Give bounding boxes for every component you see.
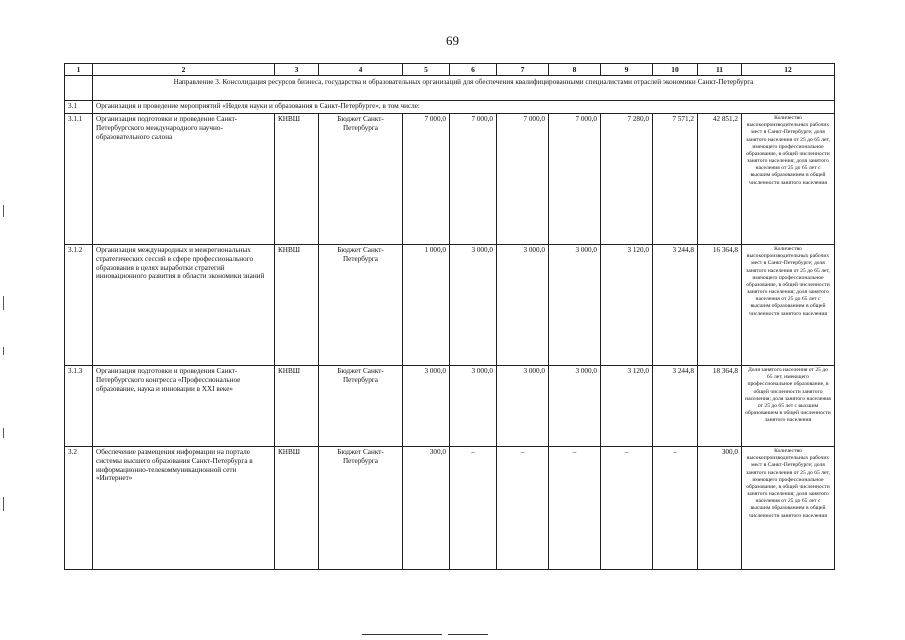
value-cell: – <box>497 447 549 570</box>
value-cell: 1 000,0 <box>403 245 450 366</box>
measure-name: Организация подготовки и проведение Санкт-Петербургского международного научно-образовательного салона <box>93 114 275 245</box>
total-cell: 42 851,2 <box>698 114 742 245</box>
value-cell: 3 120,0 <box>601 366 653 447</box>
row-code: 3.1.3 <box>65 366 93 447</box>
value-cell: 3 000,0 <box>549 245 601 366</box>
value-cell: 7 571,2 <box>653 114 698 245</box>
col-number: 1 <box>65 64 93 76</box>
executor: КНВШ <box>275 447 319 570</box>
value-cell: – <box>549 447 601 570</box>
scan-edge-line <box>362 634 442 635</box>
value-cell: 3 000,0 <box>450 245 497 366</box>
total-cell: 18 364,8 <box>698 366 742 447</box>
col-number: 4 <box>319 64 403 76</box>
col-number: 8 <box>549 64 601 76</box>
value-cell: 3 000,0 <box>403 366 450 447</box>
value-cell: 7 280,0 <box>601 114 653 245</box>
value-cell: 3 000,0 <box>549 366 601 447</box>
total-cell: 300,0 <box>698 447 742 570</box>
indicator-cell: Доля занятого населения от 25 до 65 лет, имеющего профессиональное образование, в общей численности занятого населения; доля занятого населения от 25 до 65 лет с высшим образованием в общей численности занятого населения <box>742 366 835 447</box>
value-cell: 3 000,0 <box>450 366 497 447</box>
column-number-row <box>65 64 835 76</box>
indicator-cell: Количество высокопроизводительных рабочих мест в Санкт-Петербурге; доля занятого населения от 25 до 65 лет, имеющего профессиональное образование, в общей численности занятого населения; доля занятого населения от 25 до 65 лет с высшим образованием в общей численности занятого населения <box>742 245 835 366</box>
scan-edge-line <box>448 634 488 635</box>
table-row <box>65 447 835 570</box>
program-table <box>64 63 835 570</box>
row-code: 3.1 <box>65 101 93 114</box>
value-cell: 7 000,0 <box>549 114 601 245</box>
funding-source: Бюджет Санкт-Петербурга <box>319 366 403 447</box>
col-number: 2 <box>93 64 275 76</box>
measure-name: Организация международных и межрегиональных стратегических сессий в сфере профессионального образования в целях выработки стратегий инновационного развития в области экономики знаний <box>93 245 275 366</box>
col-number: 7 <box>497 64 549 76</box>
direction-row <box>65 76 835 101</box>
value-cell: 3 000,0 <box>497 366 549 447</box>
value-cell: 7 000,0 <box>450 114 497 245</box>
value-cell: 3 244,8 <box>653 366 698 447</box>
value-cell: 3 244,8 <box>653 245 698 366</box>
funding-source: Бюджет Санкт-Петербурга <box>319 245 403 366</box>
col-number: 10 <box>653 64 698 76</box>
direction-title: Направление 3. Консолидация ресурсов бизнеса, государства и образовательных организаций для обеспечения квалифицированными специалистами отраслей экономики Санкт-Петербурга <box>93 76 835 101</box>
indicator-cell: Количество высокопроизводительных рабочих мест в Санкт-Петербурге; доля занятого населения от 25 до 65 лет, имеющего профессиональное образование, в общей численности занятого населения; доля занятого населения от 25 до 65 лет с высшим образованием в общей численности занятого населения <box>742 114 835 245</box>
indicator-cell: Количество высокопроизводительных рабочих мест в Санкт-Петербурге; доля занятого населения от 25 до 65 лет, имеющего профессиональное образование, в общей численности занятого населения; доля занятого населения от 25 до 65 лет с высшим образованием в общей численности занятого населения <box>742 447 835 570</box>
col-number: 5 <box>403 64 450 76</box>
value-cell: 7 000,0 <box>497 114 549 245</box>
col-number: 11 <box>698 64 742 76</box>
row-code: 3.2 <box>65 447 93 570</box>
total-cell: 16 364,8 <box>698 245 742 366</box>
value-cell: – <box>450 447 497 570</box>
measure-name: Обеспечение размещения информации на портале системы высшего образования Санкт-Петербурга в информационно-телекоммуникационной сети «Интернет» <box>93 447 275 570</box>
measure-name: Организация подготовки и проведения Санкт-Петербургского конгресса «Профессиональное образование, наука и инновации в XXI веке» <box>93 366 275 447</box>
col-number: 6 <box>450 64 497 76</box>
table-row <box>65 366 835 447</box>
value-cell: – <box>601 447 653 570</box>
executor: КНВШ <box>275 245 319 366</box>
col-number: 3 <box>275 64 319 76</box>
table-row <box>65 245 835 366</box>
value-cell: 3 120,0 <box>601 245 653 366</box>
value-cell: 300,0 <box>403 447 450 570</box>
col-number: 12 <box>742 64 835 76</box>
table-row <box>65 114 835 245</box>
funding-source: Бюджет Санкт-Петербурга <box>319 447 403 570</box>
executor: КНВШ <box>275 366 319 447</box>
section-title: Организация и проведение мероприятий «Неделя науки и образования в Санкт-Петербурге», в том числе: <box>93 101 835 114</box>
value-cell: – <box>653 447 698 570</box>
col-number: 9 <box>601 64 653 76</box>
row-code: 3.1.2 <box>65 245 93 366</box>
value-cell: 7 000,0 <box>403 114 450 245</box>
executor: КНВШ <box>275 114 319 245</box>
funding-source: Бюджет Санкт-Петербурга <box>319 114 403 245</box>
row-code: 3.1.1 <box>65 114 93 245</box>
section-row <box>65 101 835 114</box>
value-cell: 3 000,0 <box>497 245 549 366</box>
page-number: 69 <box>446 33 459 48</box>
